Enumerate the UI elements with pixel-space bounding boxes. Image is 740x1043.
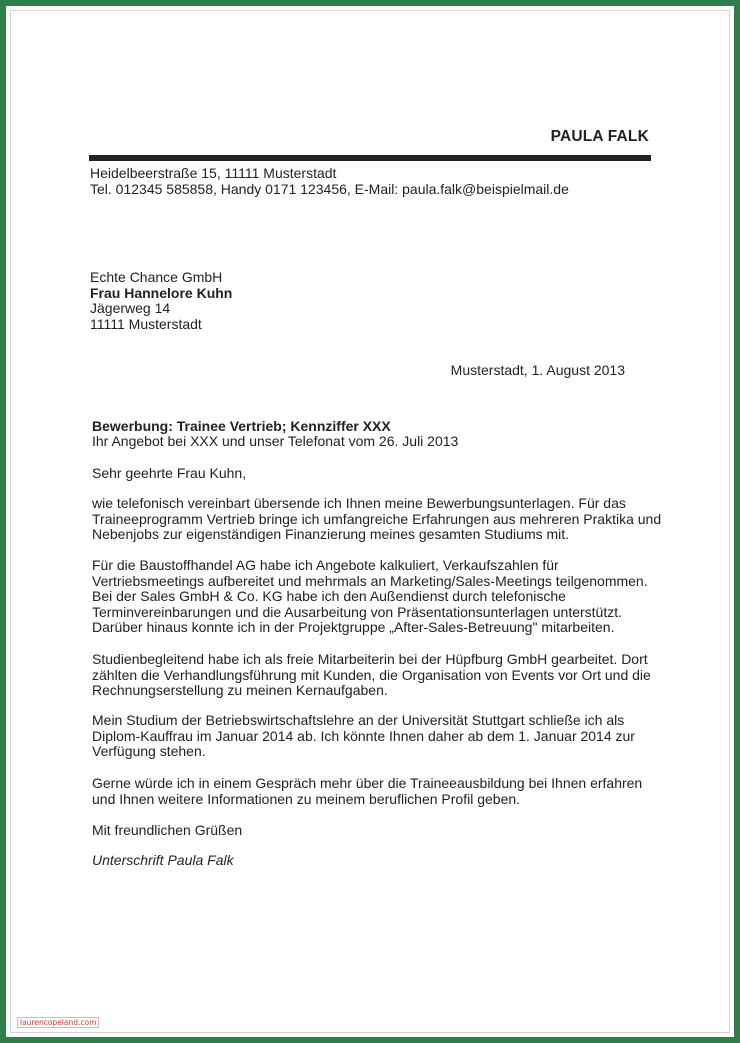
sender-address: Heidelbeerstraße 15, 11111 Musterstadt — [90, 165, 337, 181]
body-line: Mein Studium der Betriebswirtschaftslehre an der Universität Stuttgart schließe ich als — [92, 712, 625, 728]
signature: Unterschrift Paula Falk — [92, 852, 234, 868]
body-line: und Ihnen weitere Informationen zu meinem beruflichen Profil geben. — [92, 790, 521, 807]
body-paragraph-1 — [92, 495, 662, 543]
body-line: Diplom-Kauffrau im Januar 2014 ab. Ich könnte Ihnen daher ab dem 1. Januar 2014 zur — [92, 727, 635, 744]
closing: Mit freundlichen Grüßen — [92, 822, 243, 838]
letter-subject: Bewerbung: Trainee Vertrieb; Kennziffer XXX — [92, 418, 391, 434]
body-line: Verfügung stehen. — [92, 743, 206, 760]
body-line: Studienbegleitend habe ich als freie Mitarbeiterin bei der Hüpfburg GmbH gearbeitet. Dort — [92, 651, 648, 667]
body-line: Bei der Sales GmbH & Co. KG habe ich den Außendienst durch telefonische — [92, 588, 566, 605]
letter-date: Musterstadt, 1. August 2013 — [450, 362, 625, 378]
recipient-company: Echte Chance GmbH — [90, 269, 223, 285]
body-paragraph-3 — [92, 652, 652, 699]
recipient-city: 11111 Musterstadt — [90, 315, 202, 332]
body-line: Vertriebsmeetings aufbereitet und mehrmals an Marketing/Sales-Meetings teilgenommen. — [92, 572, 648, 589]
body-line: Rechnungserstellung zu meinen Kernaufgaben. — [92, 682, 388, 699]
body-paragraph-5 — [92, 776, 652, 807]
salutation: Sehr geehrte Frau Kuhn, — [92, 465, 247, 481]
recipient-block — [90, 270, 232, 332]
body-line: Nebenjobs zur eigenständigen Finanzierung meines gesamten Studiums mit. — [92, 526, 570, 543]
recipient-person: Frau Hannelore Kuhn — [90, 284, 233, 301]
body-paragraph-2 — [92, 558, 652, 636]
recipient-street: Jägerweg 14 — [90, 300, 171, 316]
sender-contact: Tel. 012345 585858, Handy 0171 123456, E-Mail: paula.falk@beispielmail.de — [90, 181, 569, 197]
body-line: Terminvereinbarungen und die Ausarbeitung von Präsentationsunterlagen unterstützt. — [92, 603, 623, 620]
body-line: Für die Baustoffhandel AG habe ich Angebote kalkuliert, Verkaufszahlen für — [92, 557, 559, 573]
body-line: Darüber hinaus konnte ich in der Projektgruppe „After-Sales-Betreuung" mitarbeiten. — [92, 619, 615, 636]
body-line: Gerne würde ich in einem Gespräch mehr über die Traineeausbildung bei Ihnen erfahren — [92, 775, 643, 791]
header-rule — [89, 155, 651, 161]
watermark: laurencopeland.com — [17, 1017, 99, 1028]
body-line: Traineeprogramm Vertrieb bringe ich umfangreiche Erfahrungen aus mehreren Praktika und — [92, 510, 662, 527]
body-line: wie telefonisch vereinbart übersende ich Ihnen meine Bewerbungsunterlagen. Für das — [92, 495, 626, 511]
letter-reference: Ihr Angebot bei XXX und unser Telefonat vom 26. Juli 2013 — [92, 433, 459, 449]
sender-name: PAULA FALK — [550, 128, 649, 145]
body-line: zählten die Verhandlungsführung mit Kunden, die Organisation von Events vor Ort und die — [92, 666, 651, 683]
body-paragraph-4 — [92, 713, 652, 760]
